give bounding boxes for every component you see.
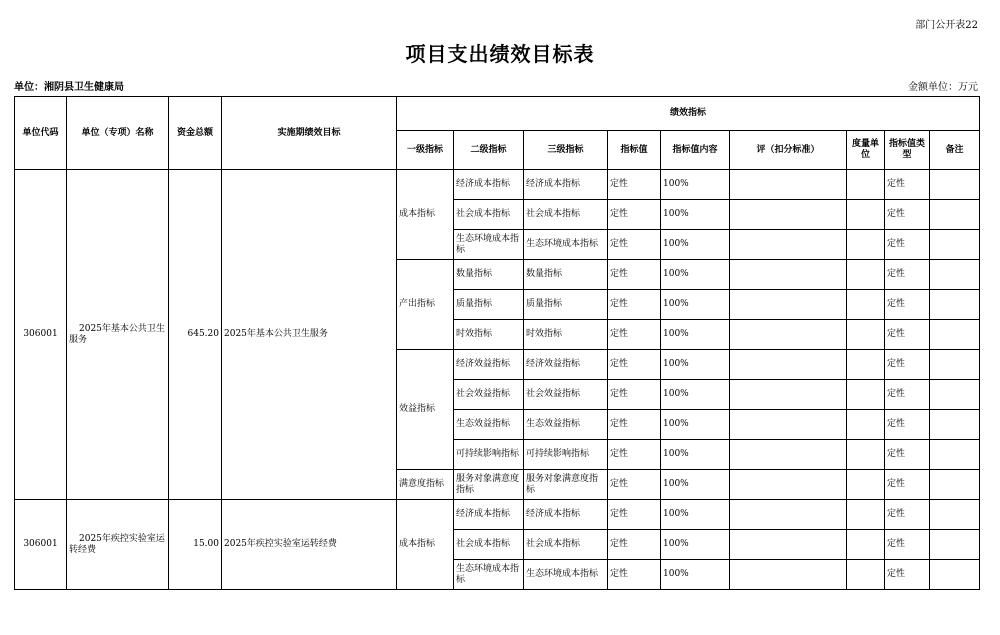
value-content-cell: 100%	[661, 440, 730, 470]
value-type-cell: 定性	[885, 500, 930, 530]
remark-cell	[930, 320, 980, 350]
remark-cell	[930, 500, 980, 530]
measure-unit-cell	[847, 230, 885, 260]
level2-cell: 社会效益指标	[454, 380, 524, 410]
value-type-cell: 定性	[885, 260, 930, 290]
header-level3: 三级指标	[524, 131, 608, 170]
level2-cell: 经济成本指标	[454, 500, 524, 530]
level3-cell: 社会成本指标	[524, 530, 608, 560]
criteria-cell	[730, 290, 847, 320]
header-criteria: 评（扣分标准）	[730, 131, 847, 170]
remark-cell	[930, 230, 980, 260]
unit-name-cell: 2025年基本公共卫生服务	[67, 170, 169, 500]
value-content-cell: 100%	[661, 200, 730, 230]
level2-cell: 时效指标	[454, 320, 524, 350]
measure-unit-cell	[847, 260, 885, 290]
criteria-cell	[730, 260, 847, 290]
remark-cell	[930, 470, 980, 500]
level1-cell: 满意度指标	[397, 470, 454, 500]
level2-cell: 经济成本指标	[454, 170, 524, 200]
level3-cell: 时效指标	[524, 320, 608, 350]
goal-cell: 2025年基本公共卫生服务	[222, 170, 397, 500]
value-type-cell: 定性	[885, 290, 930, 320]
measure-unit-cell	[847, 470, 885, 500]
goal-cell: 2025年疾控实验室运转经费	[222, 500, 397, 590]
level2-cell: 社会成本指标	[454, 530, 524, 560]
remark-cell	[930, 560, 980, 590]
header-unit-name: 单位（专项）名称	[67, 97, 169, 170]
value-type-cell: 定性	[885, 410, 930, 440]
value-content-cell: 100%	[661, 560, 730, 590]
value-cell: 定性	[608, 260, 661, 290]
amount-cell: 15.00	[169, 500, 222, 590]
criteria-cell	[730, 500, 847, 530]
measure-unit-cell	[847, 440, 885, 470]
value-content-cell: 100%	[661, 170, 730, 200]
measure-unit-cell	[847, 170, 885, 200]
remark-cell	[930, 350, 980, 380]
header-performance-indicators: 绩效指标	[397, 97, 980, 131]
value-cell: 定性	[608, 560, 661, 590]
header-total-amount: 资金总额	[169, 97, 222, 170]
level3-cell: 社会成本指标	[524, 200, 608, 230]
level3-cell: 服务对象满意度指标	[524, 470, 608, 500]
criteria-cell	[730, 440, 847, 470]
level2-cell: 可持续影响指标	[454, 440, 524, 470]
header-value: 指标值	[608, 131, 661, 170]
value-content-cell: 100%	[661, 350, 730, 380]
remark-cell	[930, 410, 980, 440]
page-title: 项目支出绩效目标表	[405, 42, 595, 66]
level3-cell: 经济效益指标	[524, 350, 608, 380]
value-cell: 定性	[608, 530, 661, 560]
header-goal: 实施期绩效目标	[222, 97, 397, 170]
header-unit-code: 单位代码	[15, 97, 67, 170]
level2-cell: 服务对象满意度指标	[454, 470, 524, 500]
level2-cell: 质量指标	[454, 290, 524, 320]
measure-unit-cell	[847, 560, 885, 590]
value-cell: 定性	[608, 170, 661, 200]
criteria-cell	[730, 410, 847, 440]
measure-unit-cell	[847, 530, 885, 560]
value-content-cell: 100%	[661, 290, 730, 320]
measure-unit-cell	[847, 500, 885, 530]
level3-cell: 社会效益指标	[524, 380, 608, 410]
level3-cell: 生态环境成本指标	[524, 560, 608, 590]
criteria-cell	[730, 560, 847, 590]
unit-name-cell: 2025年疾控实验室运转经费	[67, 500, 169, 590]
value-type-cell: 定性	[885, 170, 930, 200]
criteria-cell	[730, 530, 847, 560]
value-type-cell: 定性	[885, 470, 930, 500]
value-cell: 定性	[608, 320, 661, 350]
unit-code-cell: 306001	[15, 500, 67, 590]
value-type-cell: 定性	[885, 440, 930, 470]
value-content-cell: 100%	[661, 230, 730, 260]
measure-unit-cell	[847, 380, 885, 410]
value-content-cell: 100%	[661, 260, 730, 290]
remark-cell	[930, 290, 980, 320]
table-row	[15, 170, 980, 200]
level3-cell: 可持续影响指标	[524, 440, 608, 470]
measure-unit-cell	[847, 350, 885, 380]
level3-cell: 数量指标	[524, 260, 608, 290]
level3-cell: 生态效益指标	[524, 410, 608, 440]
criteria-cell	[730, 350, 847, 380]
header-level2: 二级指标	[454, 131, 524, 170]
level1-cell: 产出指标	[397, 260, 454, 350]
measure-unit-cell	[847, 410, 885, 440]
criteria-cell	[730, 380, 847, 410]
value-cell: 定性	[608, 380, 661, 410]
level3-cell: 经济成本指标	[524, 500, 608, 530]
level1-cell: 成本指标	[397, 170, 454, 260]
criteria-cell	[730, 320, 847, 350]
value-type-cell: 定性	[885, 530, 930, 560]
remark-cell	[930, 260, 980, 290]
table-row	[15, 500, 980, 530]
level2-cell: 经济效益指标	[454, 350, 524, 380]
value-cell: 定性	[608, 440, 661, 470]
level2-cell: 生态环境成本指标	[454, 230, 524, 260]
header-value-content: 指标值内容	[661, 131, 730, 170]
value-content-cell: 100%	[661, 530, 730, 560]
measure-unit-cell	[847, 320, 885, 350]
level3-cell: 质量指标	[524, 290, 608, 320]
value-content-cell: 100%	[661, 320, 730, 350]
amount-unit-label: 金额单位：万元	[908, 82, 978, 93]
criteria-cell	[730, 200, 847, 230]
value-type-cell: 定性	[885, 560, 930, 590]
remark-cell	[930, 380, 980, 410]
performance-table	[14, 96, 980, 590]
unit-label: 单位：湘阴县卫生健康局	[14, 82, 124, 93]
level3-cell: 生态环境成本指标	[524, 230, 608, 260]
value-cell: 定性	[608, 200, 661, 230]
level1-cell: 成本指标	[397, 500, 454, 590]
level1-cell: 效益指标	[397, 350, 454, 470]
value-content-cell: 100%	[661, 470, 730, 500]
value-content-cell: 100%	[661, 410, 730, 440]
value-cell: 定性	[608, 500, 661, 530]
remark-cell	[930, 530, 980, 560]
remark-cell	[930, 200, 980, 230]
level2-cell: 社会成本指标	[454, 200, 524, 230]
amount-cell: 645.20	[169, 170, 222, 500]
level3-cell: 经济成本指标	[524, 170, 608, 200]
level2-cell: 数量指标	[454, 260, 524, 290]
header-value-type: 指标值类型	[885, 131, 930, 170]
header-level1: 一级指标	[397, 131, 454, 170]
header-remark: 备注	[930, 131, 980, 170]
header-measure-unit: 度量单位	[847, 131, 885, 170]
value-cell: 定性	[608, 470, 661, 500]
value-type-cell: 定性	[885, 320, 930, 350]
measure-unit-cell	[847, 200, 885, 230]
criteria-cell	[730, 170, 847, 200]
value-cell: 定性	[608, 230, 661, 260]
criteria-cell	[730, 230, 847, 260]
level2-cell: 生态效益指标	[454, 410, 524, 440]
value-type-cell: 定性	[885, 380, 930, 410]
level2-cell: 生态环境成本指标	[454, 560, 524, 590]
value-cell: 定性	[608, 410, 661, 440]
form-number: 部门公开表22	[915, 20, 978, 31]
value-type-cell: 定性	[885, 350, 930, 380]
value-content-cell: 100%	[661, 380, 730, 410]
value-cell: 定性	[608, 290, 661, 320]
remark-cell	[930, 440, 980, 470]
unit-code-cell: 306001	[15, 170, 67, 500]
value-cell: 定性	[608, 350, 661, 380]
criteria-cell	[730, 470, 847, 500]
value-type-cell: 定性	[885, 200, 930, 230]
value-content-cell: 100%	[661, 500, 730, 530]
value-type-cell: 定性	[885, 230, 930, 260]
remark-cell	[930, 170, 980, 200]
measure-unit-cell	[847, 290, 885, 320]
